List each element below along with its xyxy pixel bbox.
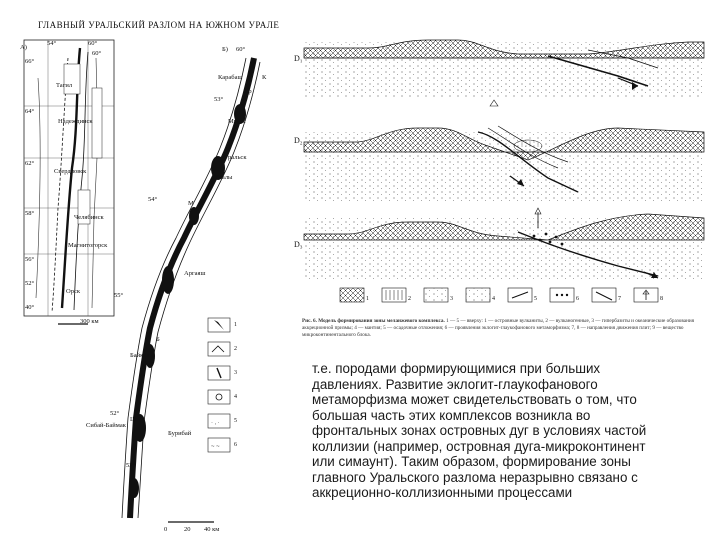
legend-number: 5 bbox=[234, 418, 237, 424]
legend-number: 6 bbox=[576, 296, 579, 302]
text-line: фронтальных зонах островных дуг в условиях частой bbox=[312, 423, 647, 438]
ural-fault-maps-svg bbox=[18, 18, 280, 530]
locality-letter: Ш bbox=[130, 416, 137, 423]
coord-label: 58° bbox=[25, 210, 35, 217]
scale-tick-label: 20 bbox=[184, 526, 191, 533]
coord-label: 60° bbox=[92, 50, 102, 57]
section-d2 bbox=[304, 100, 704, 202]
legend-number: 7 bbox=[618, 296, 621, 302]
figure-caption bbox=[302, 318, 702, 339]
left-figure-maps bbox=[18, 18, 280, 533]
place-label: Магнитогорск bbox=[68, 242, 108, 249]
legend-number: 4 bbox=[492, 296, 495, 302]
locality-letter: Б bbox=[156, 336, 160, 343]
cross-sections-svg bbox=[288, 28, 714, 343]
panel-b-label: Б) bbox=[222, 46, 228, 53]
place-label: Челябинск bbox=[74, 214, 104, 221]
coord-label: 52° bbox=[126, 462, 136, 469]
legend-row-right bbox=[340, 288, 658, 302]
legend-number: 1 bbox=[234, 322, 237, 328]
coord-label: 62° bbox=[25, 160, 35, 167]
legend-number: 3 bbox=[234, 370, 237, 376]
place-label: Свердловск bbox=[54, 168, 87, 175]
scale-label-a: 300 км bbox=[80, 318, 99, 325]
text-line: метаморфизма может свидетельствовать о том, что bbox=[312, 392, 637, 407]
coord-label: 55° bbox=[114, 292, 124, 299]
place-label: Аргаяш bbox=[184, 270, 206, 277]
locality-letter: Кр bbox=[244, 88, 252, 95]
text-line: аккреционно-коллизионными процессами bbox=[312, 485, 573, 500]
right-figure-sections bbox=[288, 28, 714, 343]
legend-number: 1 bbox=[366, 296, 369, 302]
place-label: Сибай-Баймак bbox=[86, 422, 126, 429]
place-label: Уральск bbox=[224, 154, 247, 161]
section-label-d1: D₁ bbox=[294, 54, 303, 63]
body-text-block bbox=[298, 355, 700, 525]
text-line: коллизии (например, островная дуга-микроконтинент bbox=[312, 438, 646, 454]
coord-label: 64° bbox=[25, 108, 35, 115]
coord-label: 56° bbox=[25, 256, 35, 263]
text-line: давлениях. Развитие эклогит-глаукофанового bbox=[312, 376, 598, 392]
legend-number: 6 bbox=[234, 442, 237, 448]
svg-text:· ‚ ·: · ‚ · bbox=[211, 420, 220, 426]
scale-tick-label: 0 bbox=[164, 526, 168, 533]
place-label: Надеждинск bbox=[58, 118, 93, 125]
legend-number: 2 bbox=[234, 346, 237, 352]
legend-number: 2 bbox=[408, 296, 411, 302]
place-label: Карабаш bbox=[218, 74, 243, 81]
caption-text: 1 — 5 — вверху: 1 — островные вулканиты, 2 — вулканогенные, 3 — гипербазиты и океанические образования аккреционной призмы; 4 — мантия; 5 — осадочные отложения; 6 — проявления эклогит-глаукофанового метаморфизма; 7, 8 — направления движения плит; 9 — вещество микроконтинентального блока. bbox=[302, 318, 695, 338]
caption-title: Рис. 6. Модель формирования зоны меланжевого комплекса. bbox=[302, 318, 445, 324]
place-label: Орск bbox=[66, 288, 80, 295]
place-label: Миасс bbox=[228, 118, 246, 125]
section-d3 bbox=[304, 208, 704, 280]
locality-letter: М bbox=[188, 200, 194, 207]
coord-label: 66° bbox=[25, 58, 35, 65]
coord-label: 60° bbox=[88, 40, 98, 47]
legend-number: 5 bbox=[534, 296, 537, 302]
legend-number: 8 bbox=[660, 296, 663, 302]
panel-a-label: А) bbox=[20, 44, 27, 51]
place-label: Бурибай bbox=[168, 430, 192, 437]
text-line: т.е. породами формирующимися при больших bbox=[312, 361, 601, 376]
place-label: Байкал bbox=[130, 352, 150, 359]
coord-label: 54° bbox=[47, 40, 57, 47]
legend-number: 3 bbox=[450, 296, 453, 302]
coord-label: 53° bbox=[214, 96, 224, 103]
section-d1 bbox=[304, 40, 704, 98]
coord-label: 52° bbox=[25, 280, 35, 287]
text-line: большая часть этих комплексов возникла во bbox=[312, 407, 591, 423]
coord-label: 52° bbox=[110, 410, 120, 417]
scale-tick-label: 40 км bbox=[204, 526, 220, 533]
coord-label: 60° bbox=[236, 46, 246, 53]
text-line: или симаунт). Таким образом, формирование зоны bbox=[312, 454, 631, 469]
coord-label: 54° bbox=[148, 196, 158, 203]
section-label-d2: D₂ bbox=[294, 136, 303, 145]
text-line: главного Уральского разлома неразрывно связано с bbox=[312, 469, 638, 485]
legend-b-boxes bbox=[208, 318, 230, 452]
place-label: Тагил bbox=[56, 82, 73, 89]
figure-title: ГЛАВНЫЙ УРАЛЬСКИЙ РАЗЛОМ НА ЮЖНОМ УРАЛЕ bbox=[38, 20, 280, 30]
coord-label: 40° bbox=[25, 304, 35, 311]
legend-number: 4 bbox=[234, 394, 237, 400]
place-label: Учалы bbox=[214, 174, 233, 181]
section-label-d3: D₃ bbox=[294, 240, 303, 249]
fault-zone-band-b bbox=[130, 58, 254, 518]
svg-text:~ ~: ~ ~ bbox=[211, 444, 220, 450]
locality-letter: К bbox=[262, 74, 267, 81]
